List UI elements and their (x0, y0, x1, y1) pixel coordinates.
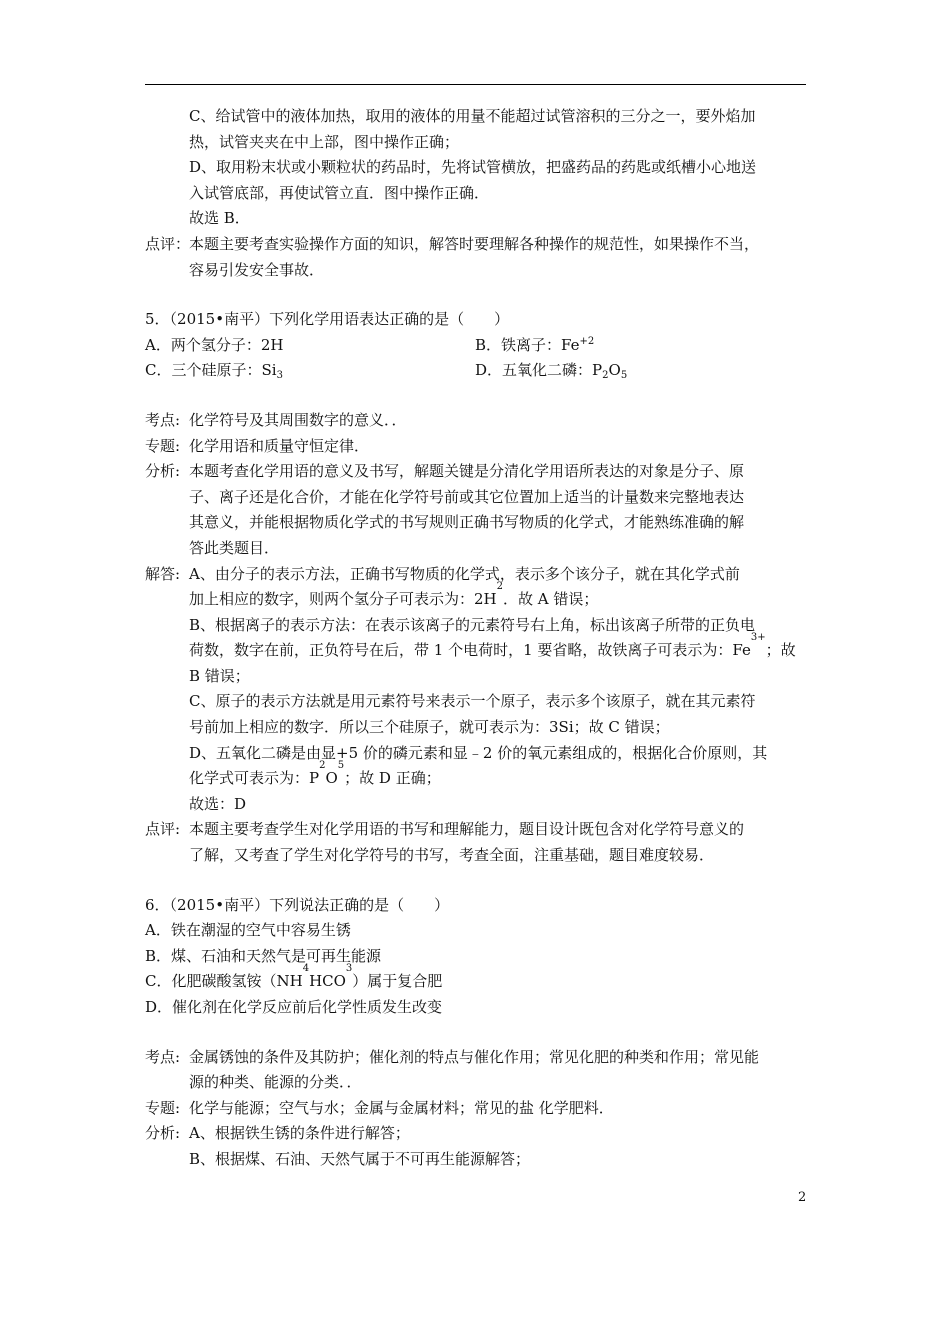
text-line: B 错误； (189, 666, 250, 685)
subscript: 3 (345, 963, 353, 975)
q5-zhuanti (145, 434, 810, 460)
q6-fenxi-line2 (145, 1147, 810, 1173)
q5-jieda-b2 (145, 632, 810, 664)
q5-jieda-b3 (145, 664, 810, 690)
question-text: 6．（2015•南平）下列说法正确的是（ ） (145, 895, 450, 914)
text-line: 其意义，并能根据物质化学式的书写规则正确书写物质的化学式，才能熟练准确的解 (189, 513, 745, 532)
header-rule (145, 84, 806, 85)
section-label: 专题: (145, 436, 181, 455)
text-line: 化学用语和质量守恒定律． (189, 436, 370, 455)
option-text: HCO (309, 972, 346, 991)
subscript: 2 (319, 760, 326, 772)
option-c (145, 358, 475, 384)
section-label: 点评: (145, 820, 181, 839)
section-label: 解答: (145, 564, 181, 583)
q5-dianping (145, 817, 810, 843)
q6-kaodian-line2 (145, 1070, 810, 1096)
text-line: C、原子的表示方法就是用元素符号来表示一个原子，表示多个该原子，就在其元素符 (189, 692, 756, 711)
option-text: ）属于复合肥 (352, 972, 443, 991)
option-d (145, 995, 810, 1021)
option-text: D．五氧化二磷：P (475, 361, 603, 380)
prev-answer-c-line2 (145, 130, 810, 156)
text-line: 化学符号及其周围数字的意义．． (189, 410, 407, 429)
option-a (145, 333, 475, 359)
q5-choice (145, 792, 810, 818)
prev-comment (145, 232, 810, 258)
subscript: 3 (276, 370, 283, 382)
q5-jieda-b1 (145, 613, 810, 639)
section-label: 分析: (145, 1124, 181, 1143)
subscript: 2 (602, 370, 609, 382)
text-line: D、五氧化二磷是由显+5 价的磷元素和显﹣2 价的氧元素组成的，根据化合价原则，其 (189, 743, 768, 762)
option-text: B．铁离子：Fe (475, 335, 580, 354)
subscript: 5 (337, 760, 345, 772)
prev-answer-c-line1 (145, 104, 810, 130)
option-b (145, 944, 810, 970)
page-number: 2 (798, 1190, 807, 1205)
text-line: 本题主要考查学生对化学用语的书写和理解能力，题目设计既包含对化学符号意义的 (189, 820, 745, 839)
prev-answer-d-line1 (145, 155, 810, 181)
option-text: O (608, 361, 621, 380)
subscript: 2 (496, 581, 504, 593)
superscript: +2 (579, 335, 595, 347)
prev-answer-d-line2 (145, 181, 810, 207)
q5-jieda-d1 (145, 741, 810, 767)
text-line: 本题主要考查实验操作方面的知识，解答时要理解各种操作的规范性，如果操作不当， (189, 234, 760, 253)
text-line: 本题考查化学用语的意义及书写，解题关键是分清化学用语所表达的对象是分子、原 (189, 462, 745, 481)
option-text: C．三个硅原子：Si (145, 361, 277, 380)
text-line: 故选：D (189, 794, 247, 813)
section-label: 考点: (145, 410, 181, 429)
q6-zhuanti (145, 1096, 810, 1122)
q5-kaodian (145, 408, 810, 434)
q5-fenxi-line2 (145, 485, 810, 511)
option-a (145, 918, 810, 944)
question-5-options-cd (145, 358, 810, 384)
section-label: 专题: (145, 1098, 181, 1117)
q6-kaodian (145, 1045, 810, 1071)
text-line: 故选 B． (189, 209, 250, 228)
text-line: 荷数，数字在前，正负符号在后，带 1 个电荷时，1 要省略，故铁离子可表示为：Fe (189, 641, 751, 660)
text-line: ；故 (765, 641, 796, 660)
text-line: 化学与能源；空气与水；金属与金属材料；常见的盐 化学肥料． (189, 1098, 614, 1117)
text-line: B、根据煤、石油、天然气属于不可再生能源解答； (189, 1149, 531, 1168)
text-line: 源的种类、能源的分类．． (189, 1073, 362, 1092)
text-line: A、根据铁生锈的条件进行解答； (189, 1124, 410, 1143)
text-line: 化学式可表示为：P (189, 769, 320, 788)
question-5-stem (145, 307, 810, 333)
section-label: 点评： (145, 234, 191, 253)
text-line: C、给试管中的液体加热，取用的液体的用量不能超过试管溶积的三分之一，要外焰加 (189, 107, 756, 125)
subscript: 4 (302, 963, 310, 975)
option-text: D．催化剂在化学反应前后化学性质发生改变 (145, 998, 443, 1016)
option-b (475, 333, 805, 359)
option-d (475, 358, 805, 384)
superscript: 3+ (750, 632, 766, 644)
document-page (145, 104, 810, 1173)
option-text: A．铁在潮湿的空气中容易生锈 (145, 921, 351, 940)
text-line: B、根据离子的表示方法：在表示该离子的元素符号右上角，标出该离子所带的正负电 (189, 615, 756, 634)
section-label: 考点: (145, 1047, 181, 1066)
text-line: ；故 D 正确； (344, 769, 441, 788)
text-line: O (325, 769, 338, 788)
option-text: C．化肥碳酸氢铵（NH (145, 972, 303, 991)
text-line: 金属锈蚀的条件及其防护；催化剂的特点与催化作用；常见化肥的种类和作用；常见能 (189, 1047, 760, 1066)
q5-dianping-line2 (145, 843, 810, 869)
option-text: A．两个氢分子：2H (145, 335, 284, 354)
text-line: 子、离子还是化合价，才能在化学符号前或其它位置加上适当的计量数来完整地表达 (189, 487, 745, 506)
text-line: ．故 A 错误； (503, 590, 599, 609)
q5-jieda-d2 (145, 760, 810, 792)
text-line: 加上相应的数字，则两个氢分子可表示为：2H (189, 590, 497, 609)
text-line: 了解，又考查了学生对化学符号的书写，考查全面，注重基础，题目难度较易． (189, 846, 715, 865)
q6-fenxi (145, 1121, 810, 1147)
subscript: 5 (620, 370, 628, 382)
q5-fenxi-line3 (145, 510, 810, 536)
q5-fenxi (145, 459, 810, 485)
text-line: A、由分子的表示方法，正确书写物质的化学式，表示多个该分子，就在其化学式前 (189, 564, 740, 583)
question-6-stem (145, 893, 810, 919)
option-text: B．煤、石油和天然气是可再生能源 (145, 946, 382, 965)
question-5-options-ab (145, 333, 810, 359)
q5-jieda (145, 562, 810, 588)
question-text: 5．（2015•南平）下列化学用语表达正确的是（ ） (145, 310, 510, 329)
text-line: D、取用粉末状或小颗粒状的药品时，先将试管横放，把盛药品的药匙或纸槽小心地送 (189, 158, 757, 177)
q5-jieda-c2 (145, 715, 810, 741)
prev-comment-line2 (145, 258, 810, 284)
text-line: 号前加上相应的数字．所以三个硅原子，就可表示为：3Si；故 C 错误； (189, 718, 670, 737)
option-c (145, 963, 810, 995)
q5-fenxi-line4 (145, 536, 810, 562)
text-line: 入试管底部，再使试管立直．图中操作正确． (189, 183, 490, 202)
q5-jieda-a2 (145, 581, 810, 613)
text-line: 容易引发安全事故． (189, 260, 325, 279)
prev-choice (145, 206, 810, 232)
text-line: 答此类题目． (189, 538, 280, 557)
section-label: 分析: (145, 462, 181, 481)
q5-jieda-c1 (145, 689, 810, 715)
text-line: 热，试管夹夹在中上部，图中操作正确； (189, 132, 460, 151)
